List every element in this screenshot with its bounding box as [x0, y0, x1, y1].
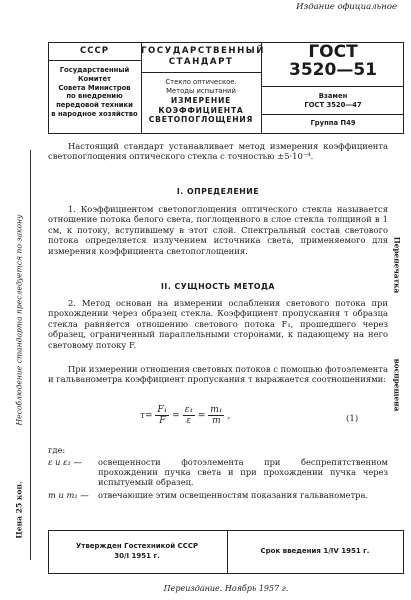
committee-name: Государственный Комитет Совета Министров по внедрению передовой техники в народное хозяйство — [51, 66, 138, 118]
country-label: СССР — [80, 46, 109, 56]
section-2-heading: II. СУЩНОСТЬ МЕТОДА — [161, 282, 275, 291]
reissue-note: Переиздание. Ноябрь 1957 г. — [163, 584, 289, 593]
standard-title: ГОСУДАРСТВЕННЫЙ СТАНДАРТ — [141, 46, 265, 67]
section-2-paragraph-1: 2. Метод основан на измерении ослабления светового потока при прохождении через образец стекла. Коэффициент пропускания τ образца стекла равняется отношению светового потока F₁, прошедшего через образец, ограниченный параллельными сторонами, к падающему на него световому потоку F. — [48, 298, 388, 350]
intro-paragraph: Настоящий стандарт устанавливает метод измерения коэффициента светопоглощения оптического стекла с точностью ±5·10⁻⁴. — [48, 141, 388, 162]
definition-item: ε и ε₁ — освещенности фотоэлемента при беспрепятственном прохождении пучка света и при прохождении пучка через испытуемый образец. — [48, 457, 388, 488]
section-1-heading: I. ОПРЕДЕЛЕНИЕ — [176, 187, 260, 196]
standard-subject: Стекло оптическое. Методы испытаний — [165, 78, 237, 95]
replaces-note: Взамен ГОСТ 3520—47 — [304, 92, 362, 109]
section-2-paragraph-2: При измерении отношения световых потоков с помощью фотоэлемента и гальванометра коэффициент пропускания τ выражается соотношениями: — [48, 364, 388, 385]
approval-note: Утвержден Гостехникой СССР 30/I 1951 г. — [75, 542, 199, 560]
group-label: Группа П49 — [310, 119, 356, 127]
reprint-notice-1: Перепечатка — [392, 236, 402, 294]
gost-number: ГОСТ 3520—51 — [289, 42, 377, 80]
reprint-notice-2: воспрещена — [392, 358, 402, 412]
effective-date: Срок введения 1/IV 1951 г. — [260, 547, 370, 555]
formula-number: (1) — [346, 414, 359, 424]
left-margin-rule — [30, 150, 31, 560]
price-label: Цена 25 коп. — [14, 481, 24, 539]
section-1-text: 1. Коэффициентом светопоглощения оптического стекла называется отношение потока белого света, поглощенного в слое стекла толщиной в 1 см, к потоку, вступившему в этот слой. Спектральный состав светового потока определяется излучением источника света, применяемого для измерения коэффициента светопоглощения. — [48, 204, 388, 256]
where-label: где: — [48, 445, 66, 455]
definition-item: m и m₁ — отвечающие этим освещенностям показания гальванометра. — [48, 489, 369, 500]
measure-title: ИЗМЕРЕНИЕ КОЭФФИЦИЕНТА СВЕТОПОГЛОЩЕНИЯ — [148, 96, 254, 125]
edition-note: Издание официальное — [296, 2, 397, 12]
transmission-formula: τ= $\frac{\text{F₁}}{F}$ = $\frac{\text{ε₁}}{\varepsilon}$ = $\frac{\text{m₁}}{m}$ , — [140, 405, 231, 426]
legal-warning: Несоблюдение стандарта преследуется по закону — [14, 214, 24, 426]
definitions-list — [48, 457, 388, 500]
